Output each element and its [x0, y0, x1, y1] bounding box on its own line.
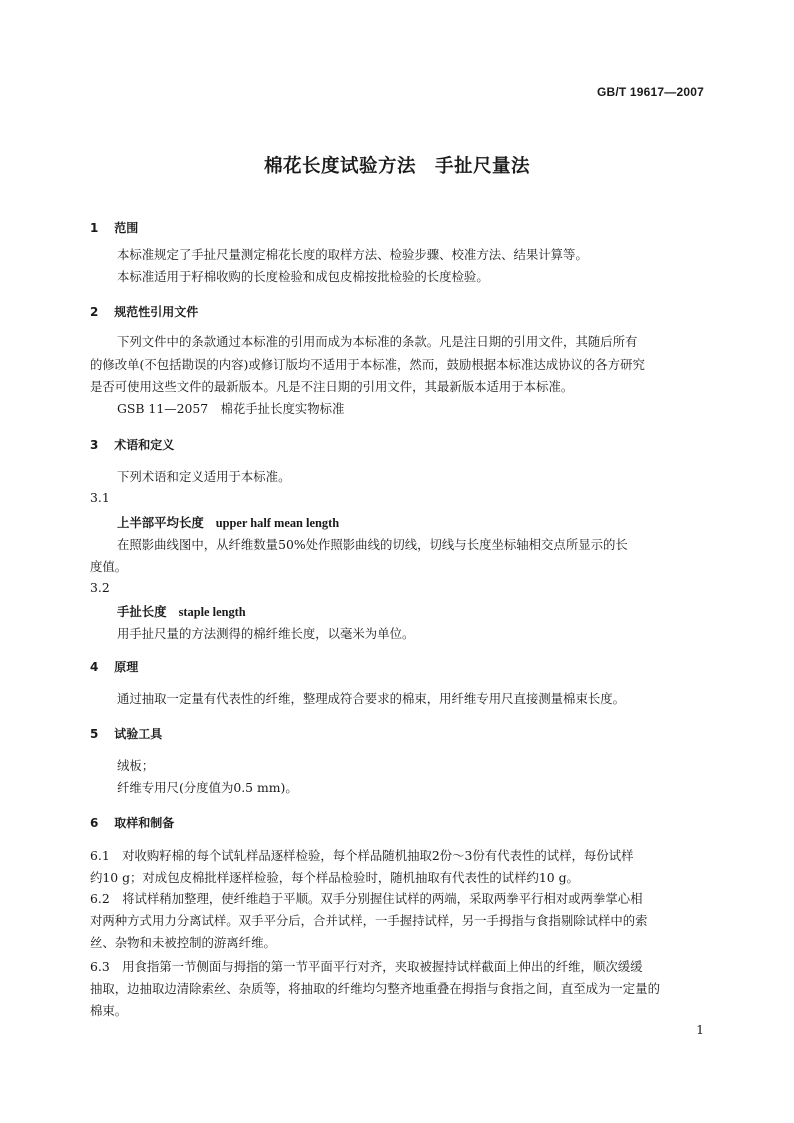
section-number: 1 — [90, 221, 99, 235]
paragraph: 通过抽取一定量有代表性的纤维，整理成符合要求的棉束，用纤维专用尺直接测量棉束长度。 — [117, 691, 626, 706]
paragraph-line: 是否可使用这些文件的最新版本。凡是不注日期的引用文件，其最新版本适用于本标准。 — [90, 379, 574, 394]
clause-line: 丝、杂物和未被控制的游离纤维。 — [90, 935, 276, 950]
section-heading-scope — [90, 219, 138, 236]
section-number: 6 — [90, 816, 99, 830]
term-definition-line: 在照影曲线图中，从纤维数量50%处作照影曲线的切线，切线与长度坐标轴相交点所显示的长 — [117, 537, 628, 552]
section-title: 原理 — [114, 660, 139, 674]
page-number: 1 — [696, 1022, 704, 1037]
term-number: 3.2 — [90, 580, 110, 595]
clause-line: 棉束。 — [90, 1003, 128, 1018]
term-number: 3.1 — [90, 490, 110, 505]
section-heading-terms — [90, 436, 174, 453]
paragraph: 本标准适用于籽棉收购的长度检验和成包皮棉按批检验的长度检验。 — [117, 269, 489, 284]
list-item: 纤维专用尺(分度值为0.5 mm)。 — [117, 780, 298, 795]
reference-item: GSB 11—2057 棉花手扯长度实物标准 — [117, 401, 345, 416]
paragraph-line: 下列文件中的条款通过本标准的引用而成为本标准的条款。凡是注日期的引用文件，其随后所有 — [117, 334, 638, 349]
term-definition-line: 度值。 — [90, 559, 128, 574]
section-heading-test-tools — [90, 725, 162, 742]
term-zh: 上半部平均长度 — [117, 515, 204, 530]
section-title: 取样和制备 — [114, 816, 175, 830]
clause-line: 6.2 将试样稍加整理，使纤维趋于平顺。双手分别握住试样的两端，采取两拳平行相对或两拳掌心相 — [90, 891, 643, 906]
section-number: 2 — [90, 305, 99, 319]
section-number: 5 — [90, 727, 99, 741]
term-definition: 用手扯尺量的方法测得的棉纤维长度，以毫米为单位。 — [117, 626, 415, 641]
section-number: 3 — [90, 438, 99, 452]
clause-line: 6.1 对收购籽棉的每个试轧样品逐样检验，每个样品随机抽取2份～3份有代表性的试样，每份试样 — [90, 848, 634, 863]
term-zh: 手扯长度 — [117, 604, 167, 619]
term-en: upper half mean length — [215, 516, 340, 530]
paragraph: 下列术语和定义适用于本标准。 — [117, 469, 291, 484]
clause-line: 抽取，边抽取边清除索丝、杂质等，将抽取的纤维均匀整齐地重叠在拇指与食指之间，直至成为一定量的 — [90, 981, 660, 996]
section-heading-principle — [90, 658, 138, 675]
section-heading-normative-references — [90, 303, 198, 320]
paragraph-line: 的修改单(不包括勘误的内容)或修订版均不适用于本标准，然而，鼓励根据本标准达成协议的各方研究 — [90, 357, 645, 372]
term-heading — [117, 513, 339, 531]
section-title: 范围 — [114, 221, 139, 235]
section-title: 规范性引用文件 — [114, 305, 199, 319]
standard-code: GB/T 19617—2007 — [596, 85, 704, 99]
section-title: 试验工具 — [114, 727, 163, 741]
page-title: 棉花长度试验方法 手扯尺量法 — [263, 156, 530, 177]
term-heading — [117, 602, 246, 620]
paragraph: 本标准规定了手扯尺量测定棉花长度的取样方法、检验步骤、校准方法、结果计算等。 — [117, 247, 588, 262]
list-item: 绒板； — [117, 758, 155, 773]
section-number: 4 — [90, 660, 99, 674]
clause-line: 约10 g；对成包皮棉批样逐样检验，每个样品检验时，随机抽取有代表性的试样约10 g。 — [90, 870, 579, 885]
clause-line: 对两种方式用力分离试样。双手平分后，合并试样，一手握持试样，另一手拇指与食指剔除试样中的索 — [90, 913, 648, 928]
clause-line: 6.3 用食指第一节侧面与拇指的第一节平面平行对齐，夹取被握持试样截面上伸出的纤维，顺次缓缓 — [90, 959, 643, 974]
section-heading-sampling — [90, 814, 174, 831]
term-en: staple length — [178, 605, 246, 619]
section-title: 术语和定义 — [114, 438, 175, 452]
